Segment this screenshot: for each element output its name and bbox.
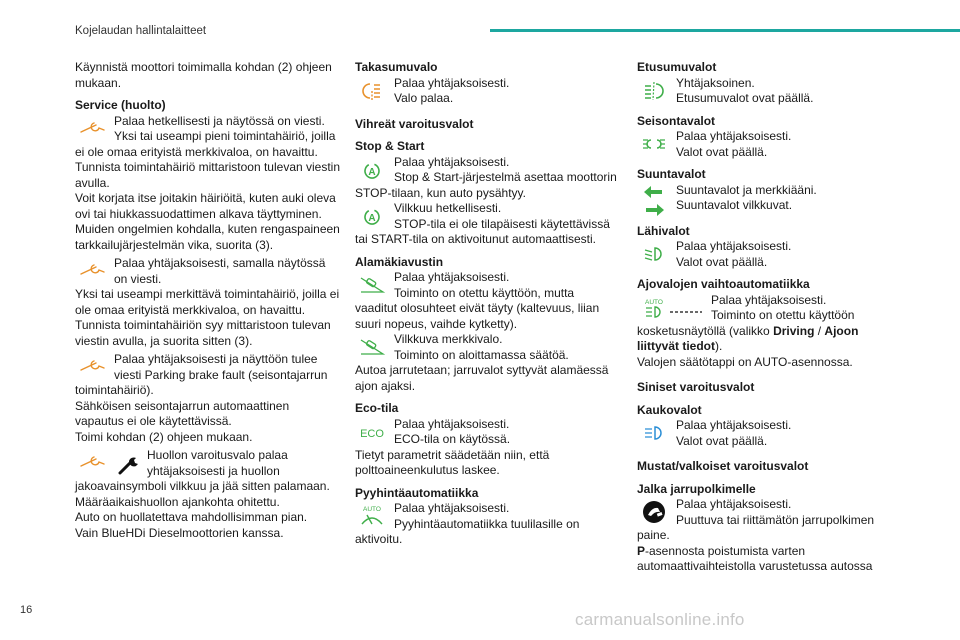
takasumu-entry: [355, 76, 620, 107]
service-4-para-2: Määräaikaishuollon ajankohta ohitettu.: [75, 494, 280, 509]
stop-start-1-line-2: Stop & Start-järjestelmä asettaa moottorin: [394, 170, 617, 184]
service-entry-3: [75, 352, 340, 383]
service-3-para-2: Sähköisen seisontajarrun automaattinen vapautus ei ole käytettävissä.: [75, 398, 290, 428]
seisonta-entry: [637, 129, 902, 160]
wrench-warning-icon: [78, 449, 106, 477]
eco-line-2: ECO-tila on käytössä.: [394, 432, 511, 446]
green-warnings-heading: Vihreät varoitusvalot: [355, 116, 474, 131]
stop-start-2-line-2: STOP-tila ei ole tilapäisesti käytettävissä: [394, 216, 610, 231]
service-4-line-2: yhtäjaksoisesti ja huollon: [147, 463, 280, 478]
kaukovalot-line-1: Palaa yhtäjaksoisesti.: [676, 418, 792, 432]
ajovalo-line-2: Toiminto on otettu käyttöön: [711, 308, 855, 322]
takasumu-line-2: Valo palaa.: [394, 91, 454, 105]
service-heading: Service (huolto): [75, 98, 166, 112]
seisonta-heading: Seisontavalot: [637, 113, 716, 128]
jalka-line-1: Palaa yhtäjaksoisesti.: [676, 497, 792, 511]
service-3-rest: toimintahäiriö).: [75, 383, 154, 397]
service-1-line-1: Palaa hetkellisesti ja näytössä on viesti.: [114, 113, 325, 128]
service-1-rest: ei ole omaa erityistä merkkivaloa, on havaittu.: [75, 144, 318, 159]
hill-descent-icon: [358, 333, 386, 361]
ajovalo-para-2: Valojen säätötappi on AUTO-asennossa.: [637, 354, 853, 369]
jalka-entry: [637, 497, 902, 528]
etusumu-line-1: Yhtäjaksoinen.: [676, 75, 755, 90]
wrench-warning-icon: [78, 353, 106, 381]
jalka-para-2: [637, 544, 902, 575]
kaukovalot-heading: Kaukovalot: [637, 402, 702, 417]
ajovalo-line-1: Palaa yhtäjaksoisesti.: [711, 292, 827, 307]
alamaki-2-line-2: Toiminto on aloittamassa säätöä.: [394, 347, 569, 362]
stop-start-a-icon: [358, 202, 386, 230]
column-2: [355, 60, 620, 548]
gear-p-label: P: [637, 543, 646, 558]
eco-heading: Eco-tila: [355, 401, 399, 415]
service-3-line-2: viesti Parking brake fault (seisontajarrun: [114, 367, 328, 382]
stop-start-1-line-1: Palaa yhtäjaksoisesti.: [394, 154, 510, 169]
svg-text:AUTO: AUTO: [645, 298, 663, 306]
svg-text:AUTO: AUTO: [363, 506, 381, 513]
stop-start-entry-2: [355, 201, 620, 232]
etusumu-entry: [637, 76, 902, 107]
alamaki-heading: Alamäkiavustin: [355, 254, 444, 269]
seisonta-line-2: Valot ovat päällä.: [676, 144, 768, 159]
black-warnings-heading: Mustat/valkoiset varoitusvalot: [637, 459, 809, 473]
eco-entry: [355, 417, 620, 448]
page-number: 16: [20, 604, 33, 616]
service-3-line-1: Palaa yhtäjaksoisesti ja näyttöön tulee: [114, 352, 318, 366]
service-2-line-2: on viesti.: [114, 271, 162, 286]
stop-start-2-line-1: Vilkkuu hetkellisesti.: [394, 201, 502, 215]
eco-rest: Tietyt parametrit säädetään niin, että polttoaineenkulutus laskee.: [355, 447, 550, 477]
stop-start-heading: Stop & Start: [355, 139, 425, 153]
turn-signal-arrows-icon: [640, 184, 668, 218]
eco-line-1: Palaa yhtäjaksoisesti.: [394, 416, 510, 431]
pyyhinta-rest: aktivoitu.: [355, 532, 403, 546]
ajovalo-line-3a: kosketusnäytöllä (valikko: [637, 323, 774, 338]
service-entry-2: [75, 256, 340, 287]
seisonta-line-1: Palaa yhtäjaksoisesti.: [676, 129, 792, 143]
stop-start-a-icon: [358, 156, 386, 184]
etusumu-heading: Etusumuvalot: [637, 60, 717, 74]
wrench-tool-icon: [115, 449, 143, 477]
ajovalo-auto-heading: Ajovalojen vaihtoautomatiikka: [637, 277, 810, 291]
ajovalo-line-3: [637, 324, 902, 355]
main-beam-icon: [640, 419, 668, 447]
alamaki-2-line-1: Vilkkuva merkkivalo.: [394, 332, 503, 346]
jalka-heading: Jalka jarrupolkimelle: [637, 481, 756, 496]
service-1-para-2: Tunnista toimintahäiriö mittaristoon tulevan viestin avulla.: [75, 160, 341, 190]
alamaki-2-rest: Autoa jarrutetaan; jarruvalot syttyvät alamäessä ajon ajaksi.: [355, 363, 609, 393]
intro-text: Käynnistä moottori toimimalla kohdan (2) ohjeen mukaan.: [75, 60, 332, 90]
service-4-para-3: Auto on huollatettava mahdollisimman pian.: [75, 510, 308, 524]
ajovalo-auto-entry: [637, 293, 902, 324]
stop-start-2-rest: tai START-tila on aktivoitunut automaattisesti.: [355, 232, 597, 246]
jalka-para-2-text: -asennosta poistumista varten automaattivaihteistolla varustetussa autossa: [637, 543, 873, 573]
suunta-line-1: Suuntavalot ja merkkiääni.: [676, 182, 817, 197]
page-header-title: Kojelaudan hallintalaitteet: [75, 25, 207, 37]
lahivalot-entry: [637, 239, 902, 270]
eco-icon: [358, 418, 386, 446]
alamaki-1-line-1: Palaa yhtäjaksoisesti.: [394, 270, 510, 284]
rear-fog-light-icon: [358, 77, 386, 105]
stop-start-1-rest: STOP-tilaan, kun auto pysähtyy.: [355, 185, 526, 200]
foot-on-brake-icon: [640, 498, 668, 526]
pyyhinta-line-2: Pyyhintäautomatiikka tuulilasille on: [394, 516, 580, 531]
column-3: [637, 60, 902, 575]
service-2-rest: Yksi tai useampi merkittävä toimintahäiriö, joilla ei ole omaa erityistä merkkivaloa, on havaittu.: [75, 287, 340, 317]
parking-lights-icon: [640, 130, 668, 158]
suunta-line-2: Suuntavalot vilkkuvat.: [676, 198, 793, 212]
kaukovalot-line-2: Valot ovat päällä.: [676, 433, 768, 448]
ajovalo-line-3b: ).: [715, 339, 723, 353]
hill-descent-icon: [358, 271, 386, 299]
lahivalot-line-2: Valot ovat päällä.: [676, 254, 768, 269]
etusumu-line-2: Etusumuvalot ovat päällä.: [676, 91, 814, 105]
menu-ajoon-liittyvat: Ajoon liittyvät tiedot: [637, 323, 859, 353]
jalka-line-2: Puuttuva tai riittämätön jarrupolkimen: [676, 512, 875, 527]
ajovalo-sep: /: [814, 323, 825, 338]
auto-high-beam-icon: [640, 294, 710, 322]
suunta-heading: Suuntavalot: [637, 167, 706, 181]
svg-text:A: A: [368, 213, 376, 224]
kaukovalot-entry: [637, 418, 902, 449]
service-3-para-3: Toimi kohdan (2) ohjeen mukaan.: [75, 429, 253, 444]
alamaki-entry-2: [355, 332, 620, 363]
wrench-warning-icon: [78, 115, 106, 143]
lahivalot-line-1: Palaa yhtäjaksoisesti.: [676, 239, 792, 253]
wrench-warning-icon: [78, 257, 106, 285]
alamaki-1-line-2: Toiminto on otettu käyttöön, mutta: [394, 285, 575, 300]
auto-wiper-icon: [358, 502, 386, 530]
service-2-para-2: Tunnista toimintahäiriön syy mittaristoon tulevan viestin avulla, ja suorita sitten (3).: [75, 318, 331, 348]
alamaki-1-rest: vaaditut olosuhteet eivät täyty (kaltevuus, liian suuri nopeus, vaihde kytketty).: [355, 301, 600, 331]
takasumu-heading: Takasumuvalo: [355, 60, 438, 74]
stop-start-entry-1: [355, 155, 620, 186]
dipped-beam-icon: [640, 240, 668, 268]
pyyhinta-line-1: Palaa yhtäjaksoisesti.: [394, 501, 510, 515]
service-1-line-2: Yksi tai useampi pieni toimintahäiriö, joilla: [114, 129, 336, 143]
service-entry-1: [75, 114, 340, 145]
pyyhinta-heading: Pyyhintäautomatiikka: [355, 485, 479, 500]
watermark: carmanualsonline.info: [575, 610, 745, 629]
suunta-entry: [637, 183, 902, 217]
pyyhinta-entry: [355, 501, 620, 532]
lahivalot-heading: Lähivalot: [637, 223, 690, 238]
header-accent-bar: [490, 29, 960, 32]
column-1: [75, 60, 340, 541]
menu-driving: Driving: [773, 323, 815, 338]
service-4-rest: jakoavainsymboli vilkkuu ja jää sitten palamaan.: [75, 479, 330, 493]
service-1-para-4: Muiden ongelmien kohdalla, kuten rengaspaineen tarkkailujärjestelmän vika, suorita (3).: [75, 222, 340, 252]
blue-warnings-heading: Siniset varoitusvalot: [637, 380, 755, 394]
takasumu-line-1: Palaa yhtäjaksoisesti.: [394, 75, 510, 90]
front-fog-light-icon: [640, 77, 668, 105]
service-entry-4: [75, 448, 340, 479]
service-4-para-4: Vain BlueHDi Dieselmoottorien kanssa.: [75, 525, 284, 540]
service-1-para-3: Voit korjata itse joitakin häiriöitä, kuten auki oleva ovi tai hiukkassuodattimen alkava täyttyminen.: [75, 191, 336, 221]
svg-text:A: A: [368, 166, 376, 178]
service-4-line-1: Huollon varoitusvalo palaa: [147, 448, 288, 462]
svg-text:ECO: ECO: [360, 427, 384, 440]
service-2-line-1: Palaa yhtäjaksoisesti, samalla näytössä: [114, 256, 326, 270]
jalka-rest: paine.: [637, 528, 670, 542]
alamaki-entry-1: [355, 270, 620, 301]
